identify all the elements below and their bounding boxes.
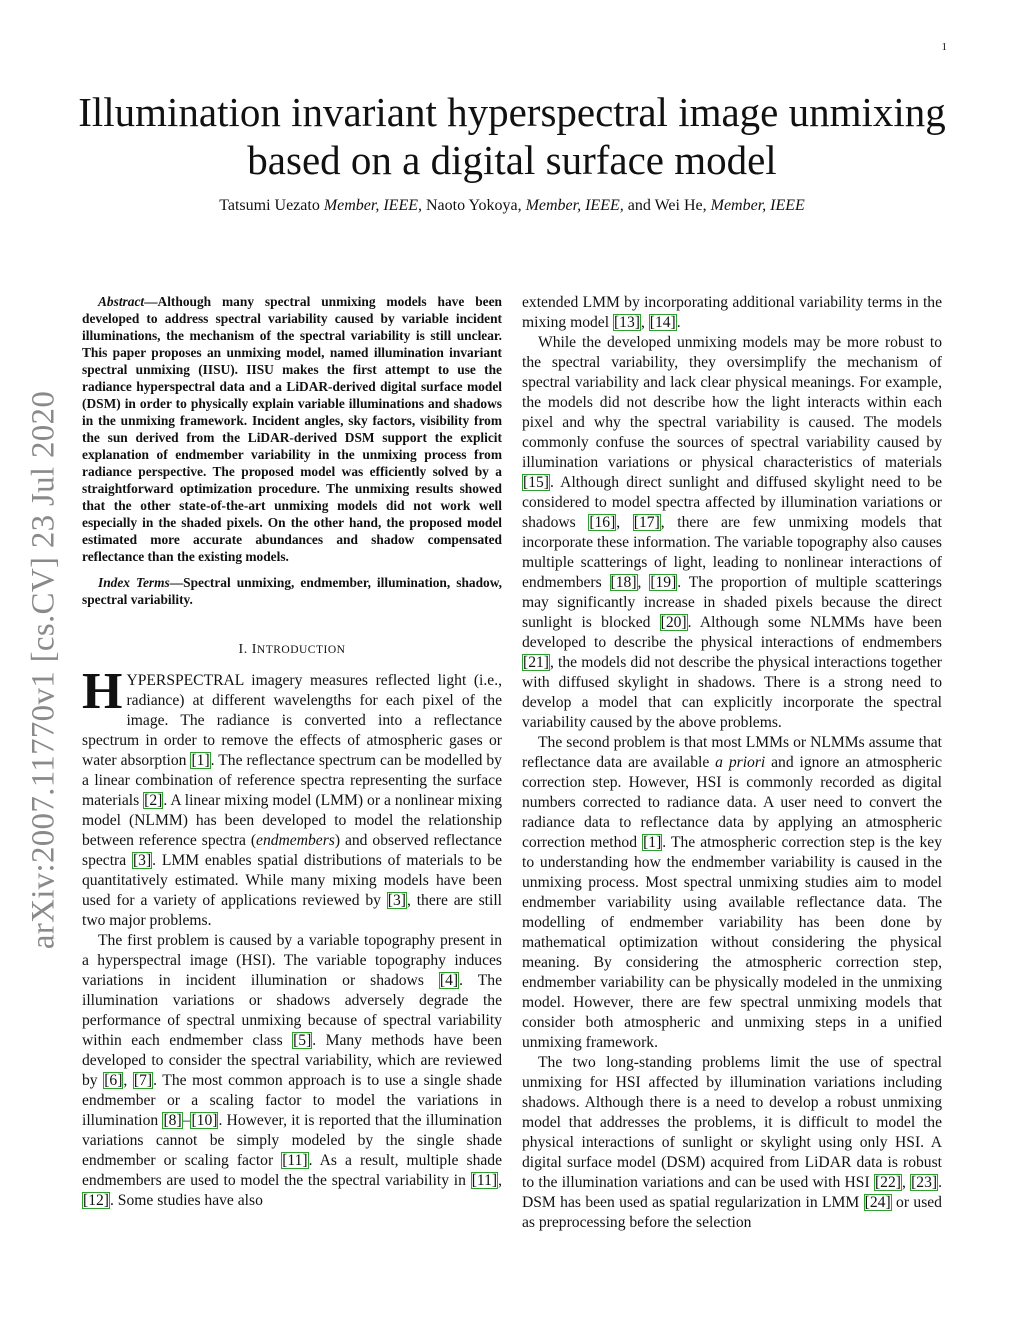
- left-column: [82, 293, 502, 1211]
- text-run: While the developed unmixing models may be more robust to the spectral variability, they oversimplify the mechanism of spectral variability and lack clear physical meanings. For example, the models did not describe how the light interacts within each pixel and why the spectral variability is caused. The models commonly confuse the sources of spectral variability caused by illumination variations or physical characteristics of materials: [522, 334, 942, 471]
- arxiv-stamp-text: arXiv:2007.11770v1 [cs.CV] 23 Jul 2020: [25, 390, 62, 950]
- citation-link[interactable]: [3]: [132, 852, 152, 869]
- citation-link[interactable]: [11]: [282, 1152, 308, 1169]
- citation-link[interactable]: [23]: [911, 1174, 938, 1191]
- author-1-name: Tatsumi Uezato: [219, 197, 320, 214]
- citation-link[interactable]: [20]: [660, 614, 687, 631]
- right-paragraph-3: [522, 733, 942, 1053]
- text-run: . DSM has been used as spatial regularization in LMM: [522, 1174, 942, 1211]
- text-run: .: [676, 314, 681, 331]
- citation-link[interactable]: [1]: [643, 834, 662, 851]
- page-number: 1: [941, 41, 947, 53]
- right-paragraph-1: [522, 293, 942, 333]
- arxiv-stamp: [24, 365, 64, 975]
- text-run: . However, it is reported that the illumination variations cannot be simply modeled by the single shade endmember or scaling factor: [82, 1112, 503, 1169]
- intro-paragraph-2: [82, 931, 502, 1211]
- text-run: ,: [901, 1174, 911, 1191]
- citation-link[interactable]: [15]: [523, 474, 549, 491]
- author-2-name: Naoto Yokoya,: [426, 197, 522, 214]
- citation-link[interactable]: [24]: [864, 1194, 891, 1211]
- text-run: or used as preprocessing before the selection: [522, 1194, 942, 1231]
- intro-paragraph-1: [82, 663, 502, 931]
- text-run: ,: [640, 314, 649, 331]
- text-run: ,: [498, 1172, 502, 1189]
- citation-link[interactable]: [22]: [874, 1174, 901, 1191]
- author-and: and: [627, 197, 651, 214]
- section-title-rest: NTRODUCTION: [256, 644, 346, 656]
- text-run: , there are still two major problems.: [82, 892, 502, 929]
- text-run: . Many methods have been developed to consider the spectral variability, which are reviewed by: [82, 1032, 502, 1089]
- citation-link[interactable]: [7]: [133, 1072, 153, 1089]
- citation-link[interactable]: [6]: [104, 1072, 123, 1089]
- section-heading-introduction: [82, 640, 502, 660]
- text-run: The second problem is that most LMMs or NLMMs assume that reflectance data are available: [522, 734, 942, 771]
- text-run: –: [182, 1112, 191, 1129]
- author-1-affiliation: Member, IEEE,: [323, 197, 422, 214]
- text-run: ,: [637, 574, 650, 591]
- drop-cap: H: [82, 663, 123, 720]
- citation-link[interactable]: [11]: [471, 1172, 498, 1189]
- author-line: [60, 197, 964, 215]
- citation-link[interactable]: [10]: [191, 1112, 218, 1129]
- text-run: and ignore an atmospheric correction step. However, HSI is commonly recorded as digital numbers corrected to radiance data. A user need to convert the radiance data to reflectance data by applying an atmospheric correction method: [522, 754, 943, 851]
- citation-link[interactable]: [13]: [613, 314, 640, 331]
- text-run: ,: [123, 1072, 133, 1089]
- text-run: . The atmospheric correction step is the key to understanding how the endmember variability is caused in the unmixing process. Most spectral unmixing studies aim to model endmember variability using available reflectance data. The modelling of endmember variability has been done by mathematical optimization without considering the physical meaning. By considering the atmospheric correction step, endmember variability can be physically modeled in the unmixing model. However, there are few spectral unmixing models that consider both atmospheric and unmixing steps in a unified unmixing framework.: [522, 834, 943, 1051]
- author-3-affiliation: Member, IEEE: [710, 197, 805, 214]
- citation-link[interactable]: [3]: [387, 892, 406, 909]
- text-run: ) and observed reflectance spectra: [82, 832, 502, 869]
- section-numeral: I.: [238, 642, 248, 657]
- text-run: . Although some NLMMs have been developed to describe the physical interactions of endmembers: [522, 614, 942, 651]
- citation-link[interactable]: [14]: [649, 314, 676, 331]
- citation-link[interactable]: [1]: [191, 752, 210, 769]
- section-first-letter: I: [251, 642, 257, 657]
- right-paragraph-2: [522, 333, 942, 733]
- citation-link[interactable]: [12]: [83, 1192, 109, 1209]
- text-run: . The most common approach is to use a single shade endmember or a scaling factor to model the variations in illumination: [82, 1072, 502, 1129]
- author-2-affiliation: Member, IEEE,: [525, 197, 624, 214]
- right-column: [522, 293, 942, 1233]
- text-run: . As a result, multiple shade endmembers are used to model the the spectral variability in: [82, 1152, 503, 1189]
- emphasis: a priori: [715, 754, 766, 771]
- abstract-text: —Although many spectral unmixing models have been developed to address spectral variability caused by variable incident illuminations, the mechanism of the spectral variability is still unclear. This paper proposes an unmixing model, named illumination invariant spectral unmixing (IISU). IISU makes the first attempt to use the radiance hyperspectral data and a LiDAR-derived digital surface model (DSM) in order to physically explain variable illuminations and shadows in the unmixing framework. Incident angles, sky factors, visibility from the sun derived from the LiDAR-derived DSM support the explicit explanation of endmember variability in the unmixing process from radiance perspective. The proposed model was efficiently solved by a straightforward optimization procedure. The unmixing results showed that the other state-of-the-art unmixing models did not work well especially in the shaded pixels. On the other hand, the proposed model estimated more accurate abundances and shadow compensated reflectance than the existing models.: [82, 294, 502, 564]
- abstract-label: Abstract: [98, 294, 145, 309]
- text-run: The first problem is caused by a variable topography present in a hyperspectral image (HSI). The variable topography induces variations in incident illumination or shadows: [82, 932, 502, 989]
- citation-link[interactable]: [5]: [293, 1032, 312, 1049]
- citation-link[interactable]: [8]: [163, 1112, 182, 1129]
- text-run: The two long-standing problems limit the use of spectral unmixing for HSI affected by illumination variations including shadows. Although there is a need to develop a robust unmixing model that addresses the problems, it is difficult to model the physical interactions of sunlight or skylight using only HSI. A digital surface model (DSM) acquired from LiDAR data is robust to the illumination variations and can be used with HSI: [522, 1054, 942, 1191]
- citation-link[interactable]: [17]: [633, 514, 660, 531]
- citation-link[interactable]: [16]: [589, 514, 616, 531]
- text-run: . A linear mixing model (LMM) or a nonlinear mixing model (NLMM) has been developed to model the relationship between reference spectra (: [82, 792, 502, 849]
- text-run: . The illumination variations or shadows adversely degrade the performance of spectral unmixing because of spectral variability within each endmember class: [82, 972, 502, 1049]
- citation-link[interactable]: [18]: [610, 574, 637, 591]
- text-run: extended LMM by incorporating additional variability terms in the mixing model: [522, 294, 942, 331]
- abstract: [82, 293, 502, 565]
- citation-link[interactable]: [21]: [523, 654, 549, 671]
- author-3-name: Wei He,: [654, 197, 707, 214]
- emphasis: endmembers: [256, 832, 335, 849]
- text-run: YPERSPECTRAL imagery measures reflected light (i.e., radiance) at different wavelengths for each pixel of the image. The radiance is converted into a reflectance spectrum in order to remove the effects of atmospheric gases or water absorption: [82, 672, 502, 769]
- index-terms-text: —Spectral unmixing, endmember, illumination, shadow, spectral variability.: [82, 575, 503, 607]
- text-run: , the models did not describe the physical interactions together with diffused skylight in shadows. There is a strong need to develop a model that can explicitly incorporate the spectral variability caused by the above problems.: [522, 654, 942, 731]
- text-run: ,: [616, 514, 633, 531]
- text-run: . LMM enables spatial distributions of materials to be quantitatively estimated. While many mixing models have been used for a variety of applications reviewed by: [82, 852, 502, 909]
- citation-link[interactable]: [4]: [439, 972, 459, 989]
- citation-link[interactable]: [2]: [144, 792, 163, 809]
- paper-title: Illumination invariant hyperspectral image unmixing based on a digital surface model: [78, 89, 946, 183]
- index-terms: [82, 574, 502, 608]
- text-run: . Although direct sunlight and diffused skylight need to be considered to model spectra affected by illumination variations or shadows: [522, 474, 942, 531]
- text-run: , there are few unmixing models that incorporate these information. The variable topography also causes multiple scatterings of light, leading to nonlinear interactions of endmembers: [522, 514, 943, 591]
- index-terms-label: Index Terms: [98, 575, 170, 590]
- citation-link[interactable]: [19]: [650, 574, 677, 591]
- text-run: . The proportion of multiple scatterings may significantly increase in shaded pixels because the direct sunlight is blocked: [522, 574, 942, 631]
- text-run: . The reflectance spectrum can be modelled by a linear combination of reference spectra representing the surface materials: [82, 752, 502, 809]
- text-run: . Some studies have also: [109, 1192, 263, 1209]
- right-paragraph-4: [522, 1053, 942, 1233]
